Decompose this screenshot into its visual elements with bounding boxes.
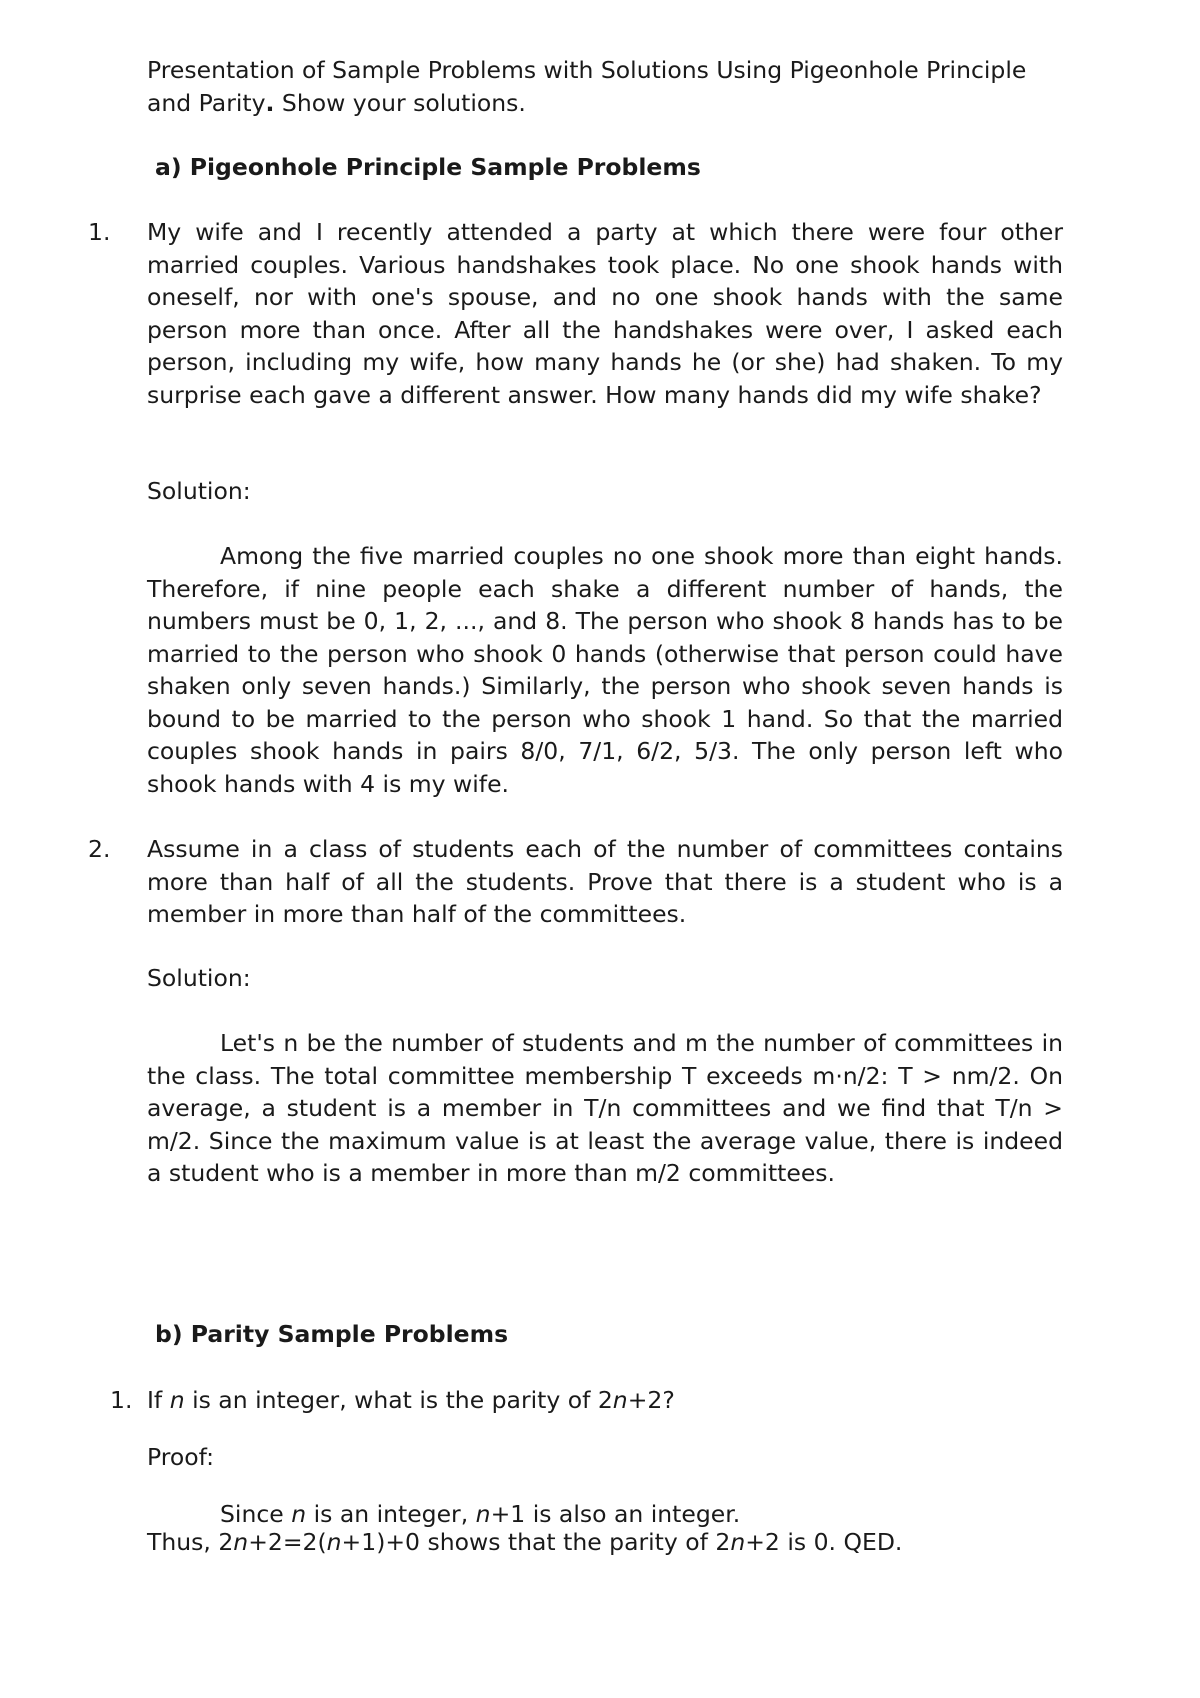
problem-1-solution-label: Solution: xyxy=(147,477,251,505)
problem-2-solution-label: Solution: xyxy=(147,964,251,992)
section-a-heading: a) Pigeonhole Principle Sample Problems xyxy=(155,153,701,181)
variable-n: n xyxy=(730,1528,746,1556)
variable-n: n xyxy=(169,1386,185,1414)
variable-n: n xyxy=(612,1386,628,1414)
intro-bold-period: . xyxy=(265,88,275,117)
problem-1-number: 1. xyxy=(88,218,111,246)
parity-problem-number: 1. xyxy=(110,1386,133,1414)
intro-paragraph xyxy=(147,54,1063,119)
problem-1-text: My wife and I recently attended a party at which there were four other married couples. Various handshakes took place. No one shook hands with oneself, nor with one's spouse, and no one shook hands with the same person more than once. After all the handshakes were over, I asked each person, including my wife, how many hands he (or she) had shaken. To my surprise each gave a different answer. How many hands did my wife shake? xyxy=(147,218,1063,409)
section-b-heading: b) Parity Sample Problems xyxy=(155,1320,509,1348)
variable-n: n xyxy=(291,1500,307,1528)
intro-line-2b: Show your solutions. xyxy=(274,88,526,117)
parity-problem-question: If n is an integer, what is the parity of 2n+2? xyxy=(147,1386,675,1414)
variable-n: n xyxy=(475,1500,491,1528)
variable-n: n xyxy=(233,1528,249,1556)
problem-2-solution: Let's n be the number of students and m the number of committees in the class. The total committee membership T exceeds m·n/2: T > nm/2. On average, a student is a member in T/n committees and we find that T/n > m/2. Since the maximum value is at least the average value, there is indeed a student who is a member in more than m/2 committees. xyxy=(147,1029,1063,1187)
proof-label: Proof: xyxy=(147,1443,215,1471)
proof-line-1: Since n is an integer, n+1 is also an integer. xyxy=(220,1500,741,1528)
variable-n: n xyxy=(326,1528,342,1556)
problem-1-solution: Among the five married couples no one shook more than eight hands. Therefore, if nine people each shake a different number of hands, the numbers must be 0, 1, 2, ..., and 8. The person who shook 8 hands has to be married to the person who shook 0 hands (otherwise that person could have shaken only seven hands.) Similarly, the person who shook seven hands is bound to be married to the person who shook 1 hand. So that the married couples shook hands in pairs 8/0, 7/1, 6/2, 5/3. The only person left who shook hands with 4 is my wife. xyxy=(147,542,1063,798)
intro-line-2a: and Parity xyxy=(147,88,266,117)
proof-line-2: Thus, 2n+2=2(n+1)+0 shows that the parity of 2n+2 is 0. QED. xyxy=(147,1528,903,1556)
intro-line-1: Presentation of Sample Problems with Solutions Using Pigeonhole Principle xyxy=(147,56,1027,84)
problem-2-number: 2. xyxy=(88,835,111,863)
problem-2-text: Assume in a class of students each of the number of committees contains more than half of all the students. Prove that there is a student who is a member in more than half of the committees. xyxy=(147,835,1063,928)
